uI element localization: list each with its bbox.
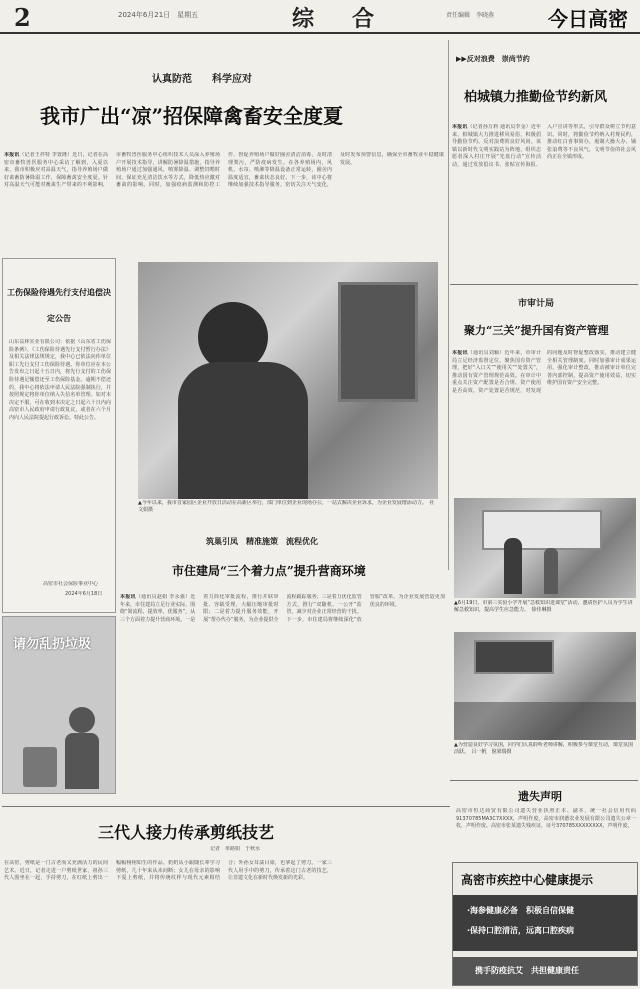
right-top-body (452, 124, 636, 274)
audit-headline: 聚力“三关”提升国有资产管理 (464, 324, 609, 337)
audit-body (452, 350, 636, 492)
photo-machine (338, 282, 418, 402)
notice-title: 工伤保险待遇先行支付追偿决定公告 (7, 287, 111, 323)
health-ad-banner (453, 895, 637, 951)
photo-student (544, 548, 558, 594)
litter-ad-title: 请勿乱扔垃圾 (13, 637, 92, 652)
page-number: 2 (14, 3, 31, 32)
responsible-editor: 责任编辑 李晓燕 (446, 12, 495, 19)
papercut-headline: 三代人接力传承剪纸技艺 (98, 823, 275, 842)
health-line-1: ·海参健康必备 积极自信保健 (467, 906, 575, 915)
lead-kicker: 认真防范 科学应对 (152, 74, 252, 85)
photo-teacher (504, 538, 522, 594)
photo-board (482, 510, 602, 550)
page-header (0, 0, 640, 34)
photo-students-row (454, 702, 636, 740)
health-ad-footer (453, 957, 637, 985)
main-photo-caption: ▲今年以来，我市首家园区企业开放日活动在高新区举行，部门单位到企业现场办公，一站式解决企业诉求，为企业发展增添动力。 社文娟摄 (138, 500, 435, 513)
notice-box (2, 258, 116, 613)
business-kicker: 筑巢引凤 精准施策 流程优化 (206, 537, 318, 546)
right-top-tag: ▶▶反对浪费 崇尚节约 (456, 55, 530, 63)
lost-notice-title: 遗失声明 (518, 790, 562, 803)
right-divider-2 (450, 780, 638, 781)
health-line-2: ·保持口腔清洁，远离口腔疾病 (467, 926, 575, 935)
classroom-photo-1 (454, 498, 636, 598)
photo-blackboard (474, 640, 554, 674)
lead-byline: 本报讯 (4, 152, 20, 158)
right-divider-1 (450, 284, 638, 285)
papercut-byline: 记者 单路娟 于秋水 (210, 846, 261, 852)
classroom-photo-2 (454, 632, 636, 740)
classroom-photo-2-caption: ▲为营造良好学习氛围，同学们认真聆听老师讲解，积极参与课堂互动，课堂氛围活跃。 吕一帆 倪梁瑞摄 (454, 742, 633, 755)
main-photo (138, 262, 438, 499)
trash-bin-icon (23, 747, 57, 787)
health-ad-title: 高密市疾控中心健康提示 (461, 873, 594, 887)
notice-body: 山东益林实业有限公司：依据《山东省工伤保险条例》、《工伤保险待遇先行支付暂行办法》及相关法律法规规定，我中心已依法向你单位职工先行支付工伤保险待遇。你单位应在本公告发布之日起十五日内，将先行支付的工伤保险待遇足额偿还至工伤保险基金。逾期不偿还的，我中心将依法申请人民法院强制执行，并按照规定将你单位纳入失信名单管理。如对本决定不服，可在收到本决定之日起六十日内向高密市人民政府申请行政复议，或者在六个月内向人民法院提起行政诉讼。特此公告。 (9, 339, 111, 421)
lead-headline: 我市广出“凉”招保障禽畜安全度夏 (40, 104, 344, 128)
column-divider (448, 40, 449, 570)
right-top-byline: 本报讯 (452, 124, 468, 130)
lost-notice-body: 高密市恒达商贸有限公司遗失营业执照正本、副本，统一社会信用代码91370785MA3C7XXXX，声明作废。高密市润德农业发展有限公司遗失公章一枚，声明作废。高密市张某遗失残疾证，证号370785XXXXXXXX，声明作废。 (456, 808, 636, 830)
photo-person-body (178, 362, 308, 499)
section-title: 综 合 (292, 6, 383, 32)
health-ad (452, 862, 638, 986)
health-ad-foot-text: 携手防疫抗艾 共担健康责任 (475, 966, 579, 975)
lead-body (4, 152, 444, 264)
papercut-body: 在高密，剪纸是一门古老而又充满活力的民间艺术。近日，记者走进一户剪纸世家，祖孙三代人围坐在一起，手持剪刀，在红纸上剪出一幅幅栩栩如生的作品。奶奶从小跟随长辈学习剪纸，几十年来从未间断；女儿在母亲的影响下爱上剪纸，并将传统纹样与现代元素相结合；外孙女耳濡目染，也拿起了剪刀。一家三代人用手中的剪刀，传承着这门古老的技艺，让非遗文化在新时代焕发新的光彩。 (4, 860, 332, 882)
right-top-headline: 柏城镇力推勤俭节约新风 (464, 90, 608, 105)
business-byline: 本报讯 (120, 594, 136, 600)
notice-org: 高密市社会保险事业中心 (43, 581, 99, 587)
lead-text: （记者王祥特 李置隆）近日，记者在高密市畜牧兽医服务中心采访了解到，入夏以来，我市积极应对高温天气，指导养殖场户做好禽畜防暑降温工作，保障畜禽安全度夏。针对高温天气可能对畜禽生产带来的不利影响，市畜牧兽医服务中心组织技术人员深入养殖场户开展技术指导，讲解防暑降温措施，指导养殖场户通过加强通风、喷雾降温、调整饲喂时间、保证充足清洁饮水等方式，降低热应激对畜禽的影响。同时，加强疫病监测和防控工作，督促养殖场户做好圈舍清洁消毒，及时清理粪污，严防疫病发生。在各养殖场内，风机、水帘、喷淋等降温设备正常运转，圈舍内温度适宜，畜禽状态良好。下一步，该中心将继续加强技术指导服务，密切关注天气变化，及时发布预警信息，确保全市畜牧业平稳健康发展。 (4, 152, 444, 189)
right-top-text: （记者孙万莉 通讯员李金）近年来，柏城镇大力推进移风易俗，积极倡导勤俭节约、反对浪费的良好风尚。该镇以新时代文明实践站为阵地，组织志愿者深入村庄开展“光盘行动”宣传活动，通过发放倡议书、张贴宣传海报、入户宣讲等形式，引导群众树立节约意识。同时，将勤俭节约纳入村规民约，推动红白喜事简办，遏制大操大办、铺张浪费等不良风气，文明节俭的社会风尚正在全镇形成。 (452, 124, 636, 168)
section-divider (2, 806, 450, 807)
business-headline: 市住建局“三个着力点”提升营商环境 (172, 564, 366, 578)
newspaper-brand: 今日高密 (548, 7, 628, 31)
audit-byline: 本报讯 (452, 350, 468, 356)
person-icon (69, 707, 95, 733)
audit-kicker: 市审计局 (518, 299, 555, 309)
litter-ad (2, 616, 116, 794)
business-body (120, 594, 445, 800)
notice-date: 2024年6月18日 (65, 591, 103, 597)
person-body-icon (65, 733, 99, 789)
classroom-photo-1-caption: ▲6月19日，市第三实验小学开展“急救知识进课堂”活动，邀请医护人员为学生讲解急救知识，提高学生应急能力。 徐佳琳摄 (454, 600, 633, 613)
business-text: （通讯员赵娟 李永强）近年来，市住建局立足行业实际，围绕“简流程、提效率、优服务”，从三个方面着力提升营商环境。一是着力简化审批流程，推行并联审批、容缺受理，大幅压缩审批时限；二是着力提升服务效能，开展“帮办代办”服务，为企业提供全流程跟踪服务；三是着力优化监管方式，推行“双随机、一公开”监管，减少对企业正常经营的干扰。下一步，市住建局将继续深化“放管服”改革，为企业发展营造更加优良的环境。 (120, 594, 445, 623)
issue-date: 2024年6月21日 星期五 (118, 11, 199, 19)
audit-text: （通讯员刘颖）近年来，市审计局立足经济监督定位，聚焦国有资产管理，把好“入口关”“使用关”“处置关”，推动国有资产管理规范高效。在审计中重点关注资产配置是否合规、资产使用是否高效、资产处置是否规范，对发现的问题及时督促整改落实，推动建立健全相关管理制度。同时加强审计成果运用，强化审计整改，推动被审计单位完善内部控制，提高资产使用效益，切实维护国有资产安全完整。 (452, 350, 636, 394)
